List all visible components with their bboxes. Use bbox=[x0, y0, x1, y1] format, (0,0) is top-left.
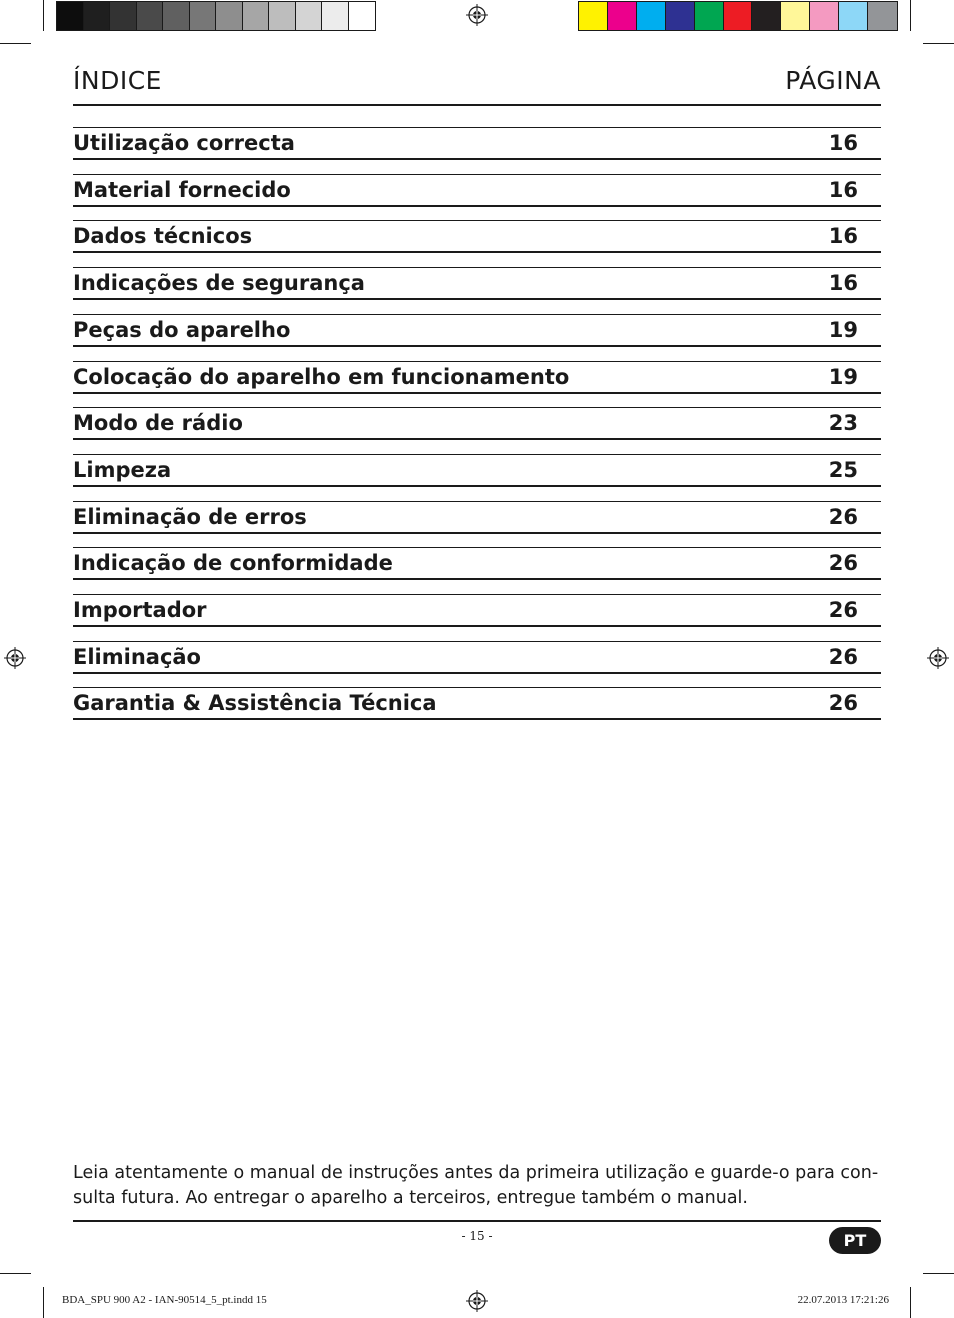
grayscale-color-bar bbox=[56, 1, 376, 31]
note-line-1: Leia atentamente o manual de instruções antes da primeira utilização e guarde-o para con- bbox=[73, 1163, 879, 1183]
toc-row bbox=[73, 454, 881, 487]
toc-entry-label: Indicações de segurança bbox=[73, 271, 365, 296]
gray-swatch bbox=[349, 2, 376, 30]
color-swatch bbox=[752, 2, 781, 30]
toc-entry-label: Eliminação de erros bbox=[73, 504, 307, 529]
toc-entry-page: 16 bbox=[828, 271, 858, 296]
footer-divider bbox=[73, 1220, 881, 1222]
toc-entry-page: 26 bbox=[828, 644, 858, 669]
toc-entry-label: Eliminação bbox=[73, 644, 201, 669]
index-heading: ÍNDICE bbox=[73, 66, 162, 95]
toc-entry-label: Peças do aparelho bbox=[73, 317, 291, 342]
slug-file-info: BDA_SPU 900 A2 - IAN-90514_5_pt.indd 15 bbox=[62, 1294, 267, 1306]
toc-entry-page: 26 bbox=[828, 504, 858, 529]
crop-mark-bottom-right-h bbox=[923, 1273, 954, 1274]
toc-entry-page: 19 bbox=[828, 317, 858, 342]
slug-timestamp: 22.07.2013 17:21:26 bbox=[797, 1294, 889, 1306]
toc-entry-label: Colocação do aparelho em funcionamento bbox=[73, 364, 570, 389]
registration-mark-top-icon bbox=[466, 4, 488, 26]
gray-swatch bbox=[84, 2, 111, 30]
note-line-2: sulta futura. Ao entregar o aparelho a terceiros, entregue também o manual. bbox=[73, 1188, 748, 1208]
toc-row bbox=[73, 501, 881, 534]
toc-row bbox=[73, 127, 881, 160]
toc-row bbox=[73, 174, 881, 207]
toc-entry-label: Modo de rádio bbox=[73, 411, 243, 436]
gray-swatch bbox=[322, 2, 349, 30]
toc-row bbox=[73, 407, 881, 440]
toc-row bbox=[73, 594, 881, 627]
color-swatch bbox=[695, 2, 724, 30]
process-color-bar bbox=[578, 1, 898, 31]
crop-mark-bottom-right-v bbox=[910, 1287, 911, 1318]
toc-entry-label: Material fornecido bbox=[73, 177, 291, 202]
gray-swatch bbox=[216, 2, 243, 30]
toc-entry-label: Garantia & Assistência Técnica bbox=[73, 691, 437, 716]
toc-entry-page: 19 bbox=[828, 364, 858, 389]
color-swatch bbox=[839, 2, 868, 30]
gray-swatch bbox=[163, 2, 190, 30]
color-swatch bbox=[637, 2, 666, 30]
registration-mark-bottom-icon bbox=[466, 1290, 488, 1312]
registration-mark-left-icon bbox=[4, 647, 26, 669]
page-number: - 15 - bbox=[461, 1229, 493, 1243]
toc-entry-page: 25 bbox=[828, 457, 858, 482]
toc-entry-page: 26 bbox=[828, 598, 858, 622]
toc-row bbox=[73, 641, 881, 674]
header-divider bbox=[73, 104, 881, 106]
toc-entry-page: 16 bbox=[828, 224, 858, 249]
toc-entry-label: Utilização correcta bbox=[73, 131, 295, 155]
color-swatch bbox=[724, 2, 753, 30]
gray-swatch bbox=[57, 2, 84, 30]
gray-swatch bbox=[110, 2, 137, 30]
toc-entry-label: Dados técnicos bbox=[73, 224, 253, 249]
gray-swatch bbox=[137, 2, 164, 30]
toc-entry-page: 16 bbox=[828, 131, 858, 155]
crop-mark-top-left-v bbox=[43, 0, 44, 31]
gray-swatch bbox=[243, 2, 270, 30]
gray-swatch bbox=[190, 2, 217, 30]
toc-entry-page: 26 bbox=[828, 551, 858, 576]
toc-entry-page: 23 bbox=[828, 411, 858, 436]
gray-swatch bbox=[269, 2, 296, 30]
color-swatch bbox=[579, 2, 608, 30]
toc-entry-label: Indicação de conformidade bbox=[73, 551, 393, 576]
color-swatch bbox=[781, 2, 810, 30]
color-swatch bbox=[810, 2, 839, 30]
toc-entry-page: 16 bbox=[828, 177, 858, 202]
instructions-note bbox=[73, 1161, 881, 1211]
crop-mark-top-right-v bbox=[910, 0, 911, 31]
toc-row bbox=[73, 687, 881, 720]
language-badge: PT bbox=[829, 1227, 881, 1254]
crop-mark-bottom-left-h bbox=[0, 1273, 31, 1274]
toc-row bbox=[73, 361, 881, 394]
toc-row bbox=[73, 220, 881, 253]
crop-mark-top-right-h bbox=[923, 43, 954, 44]
toc-entry-label: Importador bbox=[73, 598, 207, 622]
color-swatch bbox=[868, 2, 897, 30]
toc-row bbox=[73, 267, 881, 300]
color-swatch bbox=[608, 2, 637, 30]
gray-swatch bbox=[296, 2, 323, 30]
toc-entry-page: 26 bbox=[828, 691, 858, 716]
toc-row bbox=[73, 314, 881, 347]
color-swatch bbox=[666, 2, 695, 30]
crop-mark-bottom-left-v bbox=[43, 1287, 44, 1318]
crop-mark-top-left-h bbox=[0, 43, 31, 44]
registration-mark-right-icon bbox=[927, 647, 949, 669]
toc-row bbox=[73, 547, 881, 580]
toc-entry-label: Limpeza bbox=[73, 457, 172, 482]
page-heading: PÁGINA bbox=[785, 66, 881, 95]
